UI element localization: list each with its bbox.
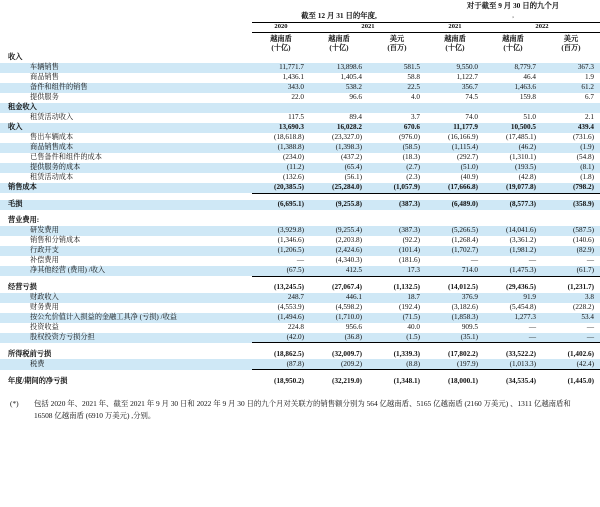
row-label: 净其他经营 (费用) /收入 <box>0 266 252 276</box>
row-value <box>542 216 600 226</box>
row-label: 销售和分销成本 <box>30 236 81 245</box>
row-value: (731.6) <box>573 133 594 142</box>
row-value: 714.0 <box>426 266 484 276</box>
row-value: 367.3 <box>542 63 600 73</box>
header-unit-scale: (十亿) <box>329 43 349 52</box>
row-value: (18,862.5) <box>274 349 304 358</box>
row-value: (132.6) <box>283 173 304 182</box>
row-label: 税费 <box>0 359 252 369</box>
table-row <box>0 323 600 333</box>
row-value: 89.4 <box>349 113 362 122</box>
header-unit-currency: 越南盾 <box>444 34 466 43</box>
row-value: (1,475.3) <box>484 266 542 276</box>
header-left-group-title-row <box>0 10 600 20</box>
row-value: 439.4 <box>542 123 600 133</box>
row-value <box>310 103 368 113</box>
row-value: (18,618.8) <box>274 133 304 142</box>
header-spacer <box>0 10 252 20</box>
table-row <box>0 73 600 83</box>
header-year-2021-annual: 2021 <box>310 22 426 33</box>
row-value: (234.0) <box>283 153 304 162</box>
row-value: 248.7 <box>252 293 310 303</box>
row-value: (1,445.0) <box>567 376 594 385</box>
table-row <box>0 133 600 143</box>
row-value: (1,858.3) <box>426 313 484 323</box>
row-value: (1,710.0) <box>310 313 368 323</box>
row-value: (46.2) <box>484 143 542 153</box>
table-row <box>0 266 600 276</box>
row-label: 收入 <box>8 53 23 62</box>
row-value: (11.2) <box>252 163 310 173</box>
row-label: 所得税前亏损 <box>8 349 52 358</box>
row-value: (1,310.1) <box>509 153 536 162</box>
row-value <box>426 53 484 63</box>
row-label: 商品销售成本 <box>0 143 252 153</box>
row-value <box>252 103 310 113</box>
header-left-group-spacer <box>252 0 426 10</box>
row-value: (193.5) <box>484 163 542 173</box>
header-unit-col-5 <box>484 33 542 53</box>
row-value: (87.8) <box>252 359 310 369</box>
row-value: 117.5 <box>288 113 304 122</box>
header-spacer <box>0 22 252 33</box>
row-value: (1,268.4) <box>451 236 478 245</box>
row-value <box>368 103 426 113</box>
table-row <box>0 93 600 103</box>
row-value: (35.1) <box>426 333 484 343</box>
row-value: (6,695.1) <box>252 200 310 210</box>
row-value: (1.9) <box>542 143 600 153</box>
row-value: 224.8 <box>287 322 304 331</box>
row-value: (67.5) <box>252 266 310 276</box>
row-label: 经营亏损 <box>8 282 37 291</box>
row-value: (18.3) <box>402 153 420 162</box>
row-label: 财政收入 <box>0 293 252 303</box>
header-year-row <box>0 22 600 33</box>
row-value <box>310 216 368 226</box>
row-value: — <box>484 333 542 343</box>
row-value: (209.2) <box>310 359 368 369</box>
row-value: (8.8) <box>368 359 426 369</box>
row-value: 1.9 <box>585 73 594 82</box>
row-value: (140.6) <box>573 236 594 245</box>
row-label: 营业费用: <box>8 216 40 225</box>
row-label: 按公允价值计入损益的金融工具净 (亏损) /收益 <box>0 313 252 323</box>
row-value: (18,950.2) <box>274 376 304 385</box>
row-value: 46.4 <box>523 73 536 82</box>
row-value: (1,206.5) <box>252 246 310 256</box>
row-value: (92.2) <box>402 236 420 245</box>
row-value: (1,231.7) <box>567 282 594 291</box>
row-value: (1.5) <box>368 333 426 343</box>
row-label: 商品销售 <box>30 73 59 82</box>
table-row <box>0 216 600 226</box>
row-value: 13,898.6 <box>310 63 368 73</box>
table-row <box>0 303 600 313</box>
row-value: (65.4) <box>310 163 368 173</box>
row-value: (5,266.5) <box>426 226 484 236</box>
row-value: (976.0) <box>399 133 420 142</box>
row-value: (2.3) <box>406 173 420 182</box>
row-label: 租金收入 <box>0 103 252 113</box>
row-value: — <box>542 333 600 343</box>
row-value <box>252 53 310 63</box>
row-value: (9,255.8) <box>310 200 368 210</box>
row-value: (228.2) <box>573 302 594 311</box>
row-value: (4,553.9) <box>277 302 304 311</box>
footnote-marker: (*) <box>10 399 19 409</box>
row-value: (25,284.0) <box>310 183 368 193</box>
row-value: (798.2) <box>542 183 600 193</box>
row-value: — <box>528 256 536 264</box>
row-value <box>542 53 600 63</box>
row-value: (71.5) <box>368 313 426 323</box>
table-row <box>0 113 600 123</box>
row-value: 40.0 <box>407 322 420 331</box>
row-value: (2,424.6) <box>310 246 368 256</box>
row-value: (32,219.0) <box>332 376 362 385</box>
row-value: (1,057.9) <box>368 183 426 193</box>
row-value: — <box>296 256 304 264</box>
row-value: (17,666.8) <box>426 183 484 193</box>
row-label: 投资收益 <box>30 322 59 331</box>
row-value: 96.6 <box>349 93 362 102</box>
row-value: 22.0 <box>291 93 304 102</box>
row-value: 538.2 <box>310 83 368 93</box>
row-value: 1,122.7 <box>456 73 478 82</box>
row-label: 已售备件和组件的成本 <box>30 153 102 162</box>
table-row <box>0 256 600 266</box>
row-value <box>368 53 426 63</box>
row-label: 股权投资方亏损分担 <box>0 333 252 343</box>
row-value: 356.7 <box>426 83 484 93</box>
row-value: (17,485.1) <box>506 133 536 142</box>
header-corner-spacer <box>0 0 252 10</box>
row-value: (61.7) <box>542 266 600 276</box>
row-value: 159.8 <box>519 93 536 102</box>
row-value <box>484 53 542 63</box>
table-row <box>0 236 600 246</box>
table-row <box>0 333 600 343</box>
header-year-2020: 2020 <box>252 22 310 33</box>
header-unit-currency: 美元 <box>563 34 579 43</box>
row-value: 22.5 <box>368 83 426 93</box>
row-value: (58.5) <box>368 143 426 153</box>
row-value: 51.0 <box>523 113 536 122</box>
header-year-2022-nine-months: 2022 <box>484 22 600 33</box>
row-value: (3,182.6) <box>451 302 478 311</box>
row-value: (101.4) <box>368 246 426 256</box>
row-value: 91.9 <box>484 293 542 303</box>
header-unit-col-1 <box>252 33 310 53</box>
table-row <box>0 183 600 193</box>
header-unit-currency: 越南盾 <box>328 34 350 43</box>
row-value: (2.7) <box>368 163 426 173</box>
header-unit-row <box>0 33 600 53</box>
row-value: — <box>528 322 536 331</box>
row-value: (40.9) <box>460 173 478 182</box>
header-unit-currency: 越南盾 <box>270 34 292 43</box>
row-value: (1,013.3) <box>484 359 542 369</box>
row-value: (1,702.7) <box>426 246 484 256</box>
table-row <box>0 53 600 63</box>
row-label: 备件和组件的销售 <box>0 83 252 93</box>
row-value: 446.1 <box>310 293 368 303</box>
table-row <box>0 359 600 369</box>
row-value: 53.4 <box>542 313 600 323</box>
table-row <box>0 63 600 73</box>
row-label: 车辆销售 <box>0 63 252 73</box>
row-value: 909.5 <box>461 322 478 331</box>
row-value: 343.0 <box>252 83 310 93</box>
row-label: 补偿费用 <box>30 256 59 264</box>
row-label: 租赁活动成本 <box>30 173 74 182</box>
row-value: 10,500.5 <box>484 123 542 133</box>
row-value: (42.4) <box>542 359 600 369</box>
header-group-title-row <box>0 0 600 10</box>
row-value: (1,494.6) <box>252 313 310 323</box>
row-value: (1,115.4) <box>426 143 484 153</box>
row-value: — <box>470 256 478 264</box>
row-value: (9,255.4) <box>310 226 368 236</box>
header-nine-months-title: 对于截至 9 月 30 日的九个月 <box>466 1 560 10</box>
row-value: (33,522.2) <box>506 349 536 358</box>
header-unit-scale: (百万) <box>561 43 581 52</box>
row-value: (1,339.3) <box>393 349 420 358</box>
row-value: (1,981.2) <box>484 246 542 256</box>
row-value: (192.4) <box>399 302 420 311</box>
row-label: 毛损 <box>0 200 252 210</box>
table-row <box>0 200 600 210</box>
row-value: 74.0 <box>465 113 478 122</box>
row-value: (181.6) <box>399 256 420 264</box>
row-value: 3.8 <box>542 293 600 303</box>
table-row <box>0 349 600 359</box>
row-label: 提供服务 <box>30 93 59 102</box>
row-value: (292.7) <box>457 153 478 162</box>
row-value: (587.5) <box>542 226 600 236</box>
row-value: 16,028.2 <box>310 123 368 133</box>
row-value: (23,327.0) <box>332 133 362 142</box>
row-label: 研发费用 <box>0 226 252 236</box>
row-value: (437.2) <box>341 153 362 162</box>
row-value <box>426 216 484 226</box>
table-row <box>0 143 600 153</box>
row-value: 61.2 <box>542 83 600 93</box>
row-value: (13,245.5) <box>274 282 304 291</box>
row-value: (1,398.3) <box>310 143 368 153</box>
row-label: 提供服务的成本 <box>0 163 252 173</box>
header-unit-scale: (十亿) <box>271 43 291 52</box>
row-value: (56.1) <box>344 173 362 182</box>
row-value: (2,203.8) <box>335 236 362 245</box>
row-value: (358.9) <box>542 200 600 210</box>
row-value: 4.0 <box>411 93 420 102</box>
row-value: 58.8 <box>407 73 420 82</box>
header-spacer <box>0 33 252 53</box>
row-label: 年度/期间的净亏损 <box>8 376 68 385</box>
header-unit-scale: (十亿) <box>445 43 465 52</box>
row-value: (8,577.3) <box>484 200 542 210</box>
row-label: 售出车辆成本 <box>30 133 74 142</box>
row-value <box>368 216 426 226</box>
row-value: 1,463.6 <box>484 83 542 93</box>
table-header <box>0 0 600 53</box>
row-value: 8,779.7 <box>484 63 542 73</box>
table-row <box>0 163 600 173</box>
row-value: (387.3) <box>368 226 426 236</box>
row-value: 1,277.3 <box>484 313 542 323</box>
header-unit-col-6 <box>542 33 600 53</box>
row-value: (54.8) <box>576 153 594 162</box>
row-label: 收入 <box>0 123 252 133</box>
row-value: 1,405.4 <box>340 73 362 82</box>
table-row <box>0 153 600 163</box>
footnote <box>0 398 600 421</box>
row-value: — <box>586 322 594 331</box>
row-value: (20,385.5) <box>252 183 310 193</box>
row-value <box>252 216 310 226</box>
row-value: 13,690.3 <box>252 123 310 133</box>
header-year-2021-nine-months: 2021 <box>426 22 484 33</box>
row-value: (5,454.8) <box>509 302 536 311</box>
row-value: — <box>586 256 594 264</box>
table-row <box>0 173 600 183</box>
row-value: 670.6 <box>368 123 426 133</box>
row-value: 2.1 <box>585 113 594 122</box>
row-value: 11,177.9 <box>426 123 484 133</box>
row-value: (36.8) <box>310 333 368 343</box>
row-value: (1,402.6) <box>567 349 594 358</box>
header-unit-col-4 <box>426 33 484 53</box>
row-value: (51.0) <box>426 163 484 173</box>
table-row <box>0 376 600 386</box>
header-unit-scale: (百万) <box>387 43 407 52</box>
row-value: (197.9) <box>426 359 484 369</box>
row-value: 18.7 <box>368 293 426 303</box>
table-body <box>0 53 600 387</box>
table-row <box>0 313 600 323</box>
row-value: (3,929.8) <box>252 226 310 236</box>
row-value <box>310 53 368 63</box>
row-label: 财务费用 <box>30 302 59 311</box>
row-value: (42.8) <box>518 173 536 182</box>
row-value: (18,000.1) <box>448 376 478 385</box>
header-unit-scale: (十亿) <box>503 43 523 52</box>
row-value: (34,535.4) <box>506 376 536 385</box>
row-value: (14,041.6) <box>484 226 542 236</box>
table-row <box>0 293 600 303</box>
row-value: (1,132.5) <box>393 282 420 291</box>
row-value: 3.7 <box>411 113 420 122</box>
row-value: (14,012.5) <box>448 282 478 291</box>
row-value <box>484 216 542 226</box>
row-value: (1,348.1) <box>393 376 420 385</box>
row-value: (4,340.3) <box>335 256 362 264</box>
table-row <box>0 103 600 113</box>
row-value: 376.9 <box>426 293 484 303</box>
header-unit-currency: 越南盾 <box>502 34 524 43</box>
row-value: 74.5 <box>465 93 478 102</box>
table-row <box>0 226 600 236</box>
row-value: (19,077.8) <box>484 183 542 193</box>
row-value: (17,802.2) <box>448 349 478 358</box>
table-row <box>0 246 600 256</box>
row-value: (82.9) <box>542 246 600 256</box>
row-label: 行政开支 <box>0 246 252 256</box>
table-row <box>0 83 600 93</box>
row-value: 17.3 <box>368 266 426 276</box>
row-value: (3,361.2) <box>509 236 536 245</box>
row-value: (8.1) <box>542 163 600 173</box>
header-nine-months-comma: , <box>512 11 514 19</box>
row-value: 1,436.1 <box>282 73 304 82</box>
row-value: (42.0) <box>252 333 310 343</box>
row-value <box>426 103 484 113</box>
row-value: (29,436.5) <box>506 282 536 291</box>
row-value: 11,771.7 <box>252 63 310 73</box>
header-unit-col-2 <box>310 33 368 53</box>
row-value <box>542 103 600 113</box>
row-value: (4,598.2) <box>335 302 362 311</box>
row-value: 9,550.0 <box>426 63 484 73</box>
row-value: (32,009.7) <box>332 349 362 358</box>
row-value: 6.7 <box>585 93 594 102</box>
table-row <box>0 123 600 133</box>
row-value: 956.6 <box>345 322 362 331</box>
row-value: 581.5 <box>368 63 426 73</box>
header-unit-currency: 美元 <box>389 34 405 43</box>
row-value: (1.8) <box>580 173 594 182</box>
footnote-text: 包括 2020 年、2021 年、截至 2021 年 9 月 30 日和 2022 年 9 月 30 日的九个月对关联方的销售额分别为 564 亿越南盾、5165 亿越南盾 (2160 万美元) 、1311 亿越南盾和 16508 亿越南盾 (6910 万美元) ,分别。 <box>34 399 571 420</box>
row-value: (1,346.6) <box>277 236 304 245</box>
row-value: (6,489.0) <box>426 200 484 210</box>
header-fiscal-year-title: 截至 12 月 31 日的年度, <box>301 11 377 21</box>
row-value: (16,166.9) <box>448 133 478 142</box>
row-value: 412.5 <box>310 266 368 276</box>
row-value: (387.3) <box>368 200 426 210</box>
table-row <box>0 283 600 293</box>
row-label: 租赁活动收入 <box>30 113 74 122</box>
row-value: (1,388.8) <box>252 143 310 153</box>
row-label: 销售成本 <box>0 183 252 193</box>
row-value: (27,067.4) <box>332 282 362 291</box>
header-unit-col-3 <box>368 33 426 53</box>
row-value <box>484 103 542 113</box>
